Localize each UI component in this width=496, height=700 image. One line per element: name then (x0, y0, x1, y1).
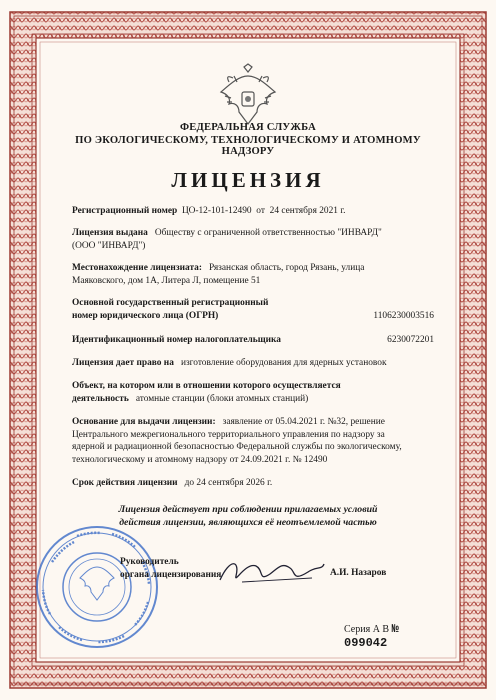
service-name-line1: ФЕДЕРАЛЬНАЯ СЛУЖБА (179, 122, 316, 133)
right-to-value: изготовление оборудования для ядерных установок (180, 358, 387, 368)
basis-value-line2: Центрального межрегионального территориального управления по надзору за (72, 429, 385, 440)
coat-of-arms-icon (213, 62, 283, 130)
basis-value-line4: технологическому и атомному надзору от 24.09.2021 г. № 12490 (72, 454, 328, 465)
issued-value-line2: (ООО "ИНВАРД") (72, 240, 146, 251)
series-num: № 099042 (344, 622, 399, 650)
document-title: ЛИЦЕНЗИЯ (171, 168, 325, 192)
inn-label: Идентификационный номер налогоплательщика (72, 335, 281, 345)
signatory-name: А.И. Назаров (330, 568, 387, 578)
location-block (72, 262, 434, 287)
issued-value-line1: Обществу с ограниченной ответственностью "ИНВАРД" (154, 228, 382, 238)
right-to-label: Лицензия дает право на (72, 358, 174, 368)
registration-from: от (256, 206, 265, 216)
official-seal-icon (32, 522, 162, 652)
object-label-line2: деятельность (72, 393, 129, 404)
location-value-line2: Маяковского, дом 1А, Литера Л, помещение 51 (72, 275, 261, 286)
registration-row (72, 205, 434, 218)
inn-value: 6230072201 (387, 335, 434, 345)
registration-label: Регистрационный номер (72, 206, 178, 216)
basis-value-line3: ядерной и радиационной безопасностью Федеральной службы по экологическому, (72, 442, 402, 452)
registration-date: 24 сентября 2021 г. (269, 206, 346, 216)
handwritten-signature-icon (212, 552, 332, 592)
signatory-role-line1: Руководитель (120, 557, 179, 567)
basis-block (72, 416, 434, 466)
ogrn-block (72, 297, 434, 322)
validity-note-line1: Лицензия действует при соблюдении прилагаемых условий (118, 504, 378, 515)
validity-label: Срок действия лицензии (72, 478, 178, 488)
registration-number: ЦО-12-101-12490 (181, 206, 252, 216)
issued-label: Лицензия выдана (72, 228, 148, 238)
location-value-line1: Рязанская область, город Рязань, улица (209, 263, 365, 273)
series-number (344, 622, 434, 650)
location-label: Местонахождение лицензиата: (72, 263, 202, 273)
validity-value: до 24 сентября 2026 г. (184, 478, 273, 488)
validity-note-line2: действия лицензии, являющихся её неотъемлемой частью (119, 517, 377, 528)
ogrn-label-line2: номер юридического лица (ОГРН) (72, 310, 219, 321)
validity-row (72, 477, 434, 490)
right-to-row (72, 357, 434, 370)
signatory-role-line2: органа лицензирования (120, 569, 222, 580)
ogrn-label-line1: Основной государственный регистрационный (72, 298, 269, 308)
object-block (72, 380, 434, 405)
inn-row (72, 334, 434, 347)
ogrn-value: 1106230003516 (373, 310, 434, 321)
issued-block (72, 227, 434, 252)
series-label: Серия (344, 624, 371, 635)
series-letters: А В (372, 624, 390, 635)
basis-value-line1: заявление от 05.04.2021 г. №32, решение (222, 417, 385, 427)
license-content (62, 0, 434, 700)
object-value: атомные станции (блоки атомных станций) (135, 393, 309, 404)
service-name-line2: ПО ЭКОЛОГИЧЕСКОМУ, ТЕХНОЛОГИЧЕСКОМУ И АТОМНОМУ НАДЗОРУ (75, 135, 421, 157)
basis-label: Основание для выдачи лицензии: (72, 417, 216, 427)
object-label-line1: Объект, на котором или в отношении которого осуществляется (72, 381, 341, 391)
